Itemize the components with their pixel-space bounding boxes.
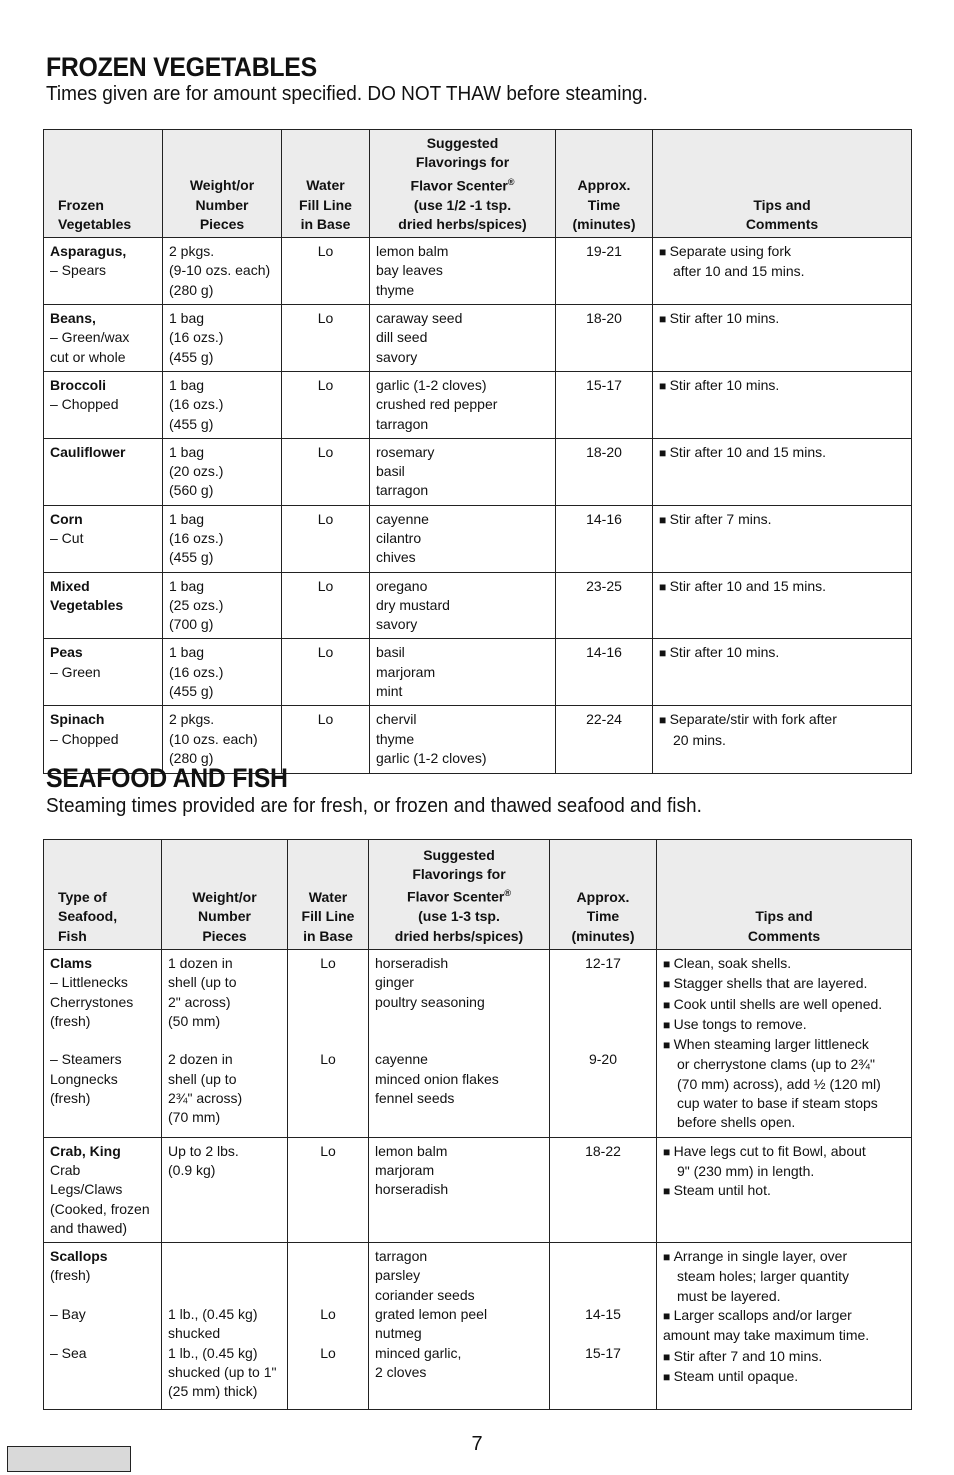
header-water: Water Fill Line in Base <box>288 840 369 950</box>
item-name: Asparagus, <box>50 243 127 260</box>
flavorings-value: lemon balm bay leaves thyme <box>376 243 449 298</box>
weight-cell <box>163 572 282 639</box>
water-cell <box>282 371 370 438</box>
item-name-cell <box>44 305 163 372</box>
table-row <box>44 305 912 372</box>
time-cell <box>550 1243 657 1410</box>
water-cell <box>282 639 370 706</box>
flavorings-cell <box>369 1243 550 1410</box>
weight-value: 2 pkgs. (10 ozs. each) (280 g) <box>169 711 258 766</box>
time-value: 14-16 <box>586 644 622 661</box>
time-value: 12-17 9-20 <box>585 955 621 1068</box>
item-variety: – Green <box>50 663 101 680</box>
time-cell <box>556 572 653 639</box>
tip-item: ■ Separate using fork after 10 and 15 mins. <box>659 242 905 282</box>
tip-item: ■ Steam until hot. <box>663 1181 905 1201</box>
tip-item: ■ Stir after 10 and 15 mins. <box>659 577 905 597</box>
header-time: Approx. Time (minutes) <box>550 840 657 950</box>
time-cell <box>556 438 653 505</box>
water-cell <box>282 505 370 572</box>
seafood-fish-subtitle: Steaming times provided are for fresh, or frozen and thawed seafood and fish. <box>46 795 702 817</box>
item-name: Mixed Vegetables <box>50 577 124 613</box>
weight-value: 1 bag (16 ozs.) (455 g) <box>169 376 224 432</box>
water-cell <box>288 1137 369 1242</box>
item-name: Peas <box>50 644 83 661</box>
water-value: Lo <box>317 310 334 327</box>
tips-cell <box>653 505 912 572</box>
water-value: Lo <box>317 376 334 393</box>
flavorings-cell <box>370 238 556 305</box>
header-frozen-vegetables: Frozen Vegetables <box>44 130 163 238</box>
flavorings-value: lemon balm marjoram horseradish <box>375 1142 449 1198</box>
water-cell <box>282 572 370 639</box>
item-name: Scallops <box>50 1248 108 1265</box>
frozen-vegetables-subtitle: Times given are for amount specified. DO NOT THAW before steaming. <box>46 83 648 105</box>
weight-value: 1 bag (25 ozs.) (700 g) <box>169 577 224 633</box>
tip-item: ■ Have legs cut to fit Bowl, about 9" (230 mm) in length. <box>663 1142 905 1182</box>
flavorings-value: caraway seed dill seed savory <box>376 310 463 365</box>
item-name-cell <box>44 572 163 639</box>
item-variety: (fresh) – Bay – Sea <box>50 1267 91 1361</box>
time-cell <box>556 238 653 305</box>
flavorings-cell <box>370 572 556 639</box>
flavorings-cell <box>370 639 556 706</box>
table-row <box>44 238 912 305</box>
water-value: Lo <box>317 510 334 527</box>
time-value: 14-15 15-17 <box>585 1306 621 1361</box>
flavorings-value: basil marjoram mint <box>376 644 436 700</box>
tips-cell <box>653 706 912 774</box>
tip-item: ■ Use tongs to remove. <box>663 1015 905 1035</box>
header-flavorings: Suggested Flavorings for Flavor Scenter® (use 1/2 -1 tsp. dried herbs/spices) <box>370 130 556 238</box>
item-name-cell <box>44 639 163 706</box>
header-weight: Weight/or Number Pieces <box>162 840 288 950</box>
item-name-cell <box>44 438 163 505</box>
item-variety: Crab Legs/Claws (Cooked, frozen and thawed) <box>50 1161 150 1236</box>
tip-item: ■ Clean, soak shells. <box>663 954 905 974</box>
tips-cell <box>653 639 912 706</box>
tip-item: amount may take maximum time. <box>663 1327 870 1344</box>
flavorings-cell <box>370 371 556 438</box>
water-value: Lo <box>320 1142 336 1159</box>
flavorings-value: oregano dry mustard savory <box>376 577 450 633</box>
water-cell <box>282 238 370 305</box>
seafood-fish-title: SEAFOOD AND FISH <box>46 763 288 793</box>
tip-item: ■ Stagger shells that are layered. <box>663 974 905 994</box>
tip-item: ■ Stir after 10 and 15 mins. <box>659 443 905 463</box>
header-weight: Weight/or Number Pieces <box>163 130 282 238</box>
tip-item: ■ Stir after 10 mins. <box>659 643 905 663</box>
weight-value: 1 bag (16 ozs.) (455 g) <box>169 644 224 700</box>
item-name: Spinach <box>50 711 105 728</box>
weight-cell <box>162 1243 288 1410</box>
header-time: Approx. Time (minutes) <box>556 130 653 238</box>
item-name: Corn <box>50 510 83 527</box>
table-row <box>44 1137 912 1242</box>
item-variety: – Chopped <box>50 396 119 413</box>
table-row <box>44 572 912 639</box>
item-name: Clams <box>50 955 93 971</box>
tips-cell <box>657 1243 912 1410</box>
item-variety: – Littlenecks Cherrystones (fresh) – Steamers Longnecks (fresh) <box>50 974 134 1107</box>
tips-cell <box>657 1137 912 1242</box>
item-name-cell <box>44 371 163 438</box>
time-cell <box>550 1137 657 1242</box>
tip-item: ■ Steam until opaque. <box>663 1367 905 1387</box>
time-value: 22-24 <box>586 711 622 728</box>
weight-cell <box>163 305 282 372</box>
water-cell <box>288 950 369 1138</box>
weight-value: 1 dozen in shell (up to 2" across) (50 mm) 2 dozen in shell (up to 2¾" across) (70 mm) <box>168 955 243 1126</box>
time-value: 23-25 <box>586 577 622 594</box>
flavorings-value: horseradish ginger poultry seasoning cayenne minced onion flakes fennel seeds <box>375 955 499 1107</box>
water-value: Lo <box>317 243 334 260</box>
item-variety: – Cut <box>50 530 84 546</box>
item-name: Cauliflower <box>50 443 126 460</box>
time-value: 18-20 <box>586 443 622 460</box>
time-cell <box>556 305 653 372</box>
frozen-vegetables-table <box>43 129 912 774</box>
page-number: 7 <box>471 1433 483 1455</box>
water-value: Lo <box>317 644 334 661</box>
header-tips: Tips and Comments <box>653 130 912 238</box>
item-name: Crab, King <box>50 1142 121 1159</box>
weight-cell <box>163 438 282 505</box>
weight-cell <box>163 639 282 706</box>
tip-item: ■ Stir after 10 mins. <box>659 309 905 329</box>
time-cell <box>556 639 653 706</box>
tip-item: ■ When steaming larger littleneck or cherrystone clams (up to 2¾" (70 mm) across), add ½ (120 ml) cup water to base if steam stops before shells open. <box>663 1035 905 1132</box>
time-cell <box>556 706 653 774</box>
tips-cell <box>653 438 912 505</box>
tip-item: ■ Stir after 7 and 10 mins. <box>663 1347 905 1367</box>
time-value: 18-22 <box>585 1142 621 1159</box>
flavorings-value: rosemary basil tarragon <box>376 443 435 499</box>
water-value: Lo <box>317 577 334 594</box>
table-row <box>44 1243 912 1410</box>
item-name-cell <box>44 950 162 1138</box>
flavorings-cell <box>369 1137 550 1242</box>
time-cell <box>556 505 653 572</box>
flavorings-value: cayenne cilantro chives <box>376 510 429 566</box>
time-value: 19-21 <box>586 243 622 260</box>
tip-item: ■ Cook until shells are well opened. <box>663 995 905 1015</box>
table-header-row <box>44 130 912 238</box>
water-value: Lo <box>317 443 334 460</box>
item-name-cell <box>44 238 163 305</box>
weight-cell <box>162 950 288 1138</box>
flavorings-value: chervil thyme garlic (1-2 cloves) <box>376 711 487 766</box>
flavorings-cell <box>370 706 556 774</box>
tip-item: ■ Stir after 10 mins. <box>659 376 905 396</box>
flavorings-cell <box>370 438 556 505</box>
weight-cell <box>162 1137 288 1242</box>
water-cell <box>282 706 370 774</box>
header-flavorings: Suggested Flavorings for Flavor Scenter® (use 1-3 tsp. dried herbs/spices) <box>369 840 550 950</box>
time-cell <box>556 371 653 438</box>
item-variety: – Green/wax cut or whole <box>50 329 130 365</box>
item-variety: – Chopped <box>50 730 119 747</box>
table-header-row <box>44 840 912 950</box>
weight-value: Up to 2 lbs. (0.9 kg) <box>168 1142 239 1178</box>
corner-marker <box>7 1446 131 1472</box>
table-row <box>44 639 912 706</box>
item-name-cell <box>44 505 163 572</box>
time-cell <box>550 950 657 1138</box>
table-row <box>44 950 912 1138</box>
header-tips: Tips and Comments <box>657 840 912 950</box>
water-cell <box>282 305 370 372</box>
tips-cell <box>653 572 912 639</box>
flavorings-cell <box>370 305 556 372</box>
water-value: Lo Lo <box>320 955 336 1068</box>
time-value: 18-20 <box>586 310 622 327</box>
weight-value: 1 bag (20 ozs.) (560 g) <box>169 443 224 499</box>
item-name-cell <box>44 1137 162 1242</box>
time-value: 14-16 <box>586 510 622 527</box>
tips-cell <box>653 305 912 372</box>
tip-item: ■ Stir after 7 mins. <box>659 510 905 530</box>
table-row <box>44 371 912 438</box>
tips-cell <box>657 950 912 1138</box>
frozen-vegetables-title: FROZEN VEGETABLES <box>46 52 317 82</box>
weight-value: 1 lb., (0.45 kg) shucked 1 lb., (0.45 kg) shucked (up to 1" (25 mm) thick) <box>168 1306 277 1400</box>
weight-cell <box>163 505 282 572</box>
header-seafood-type: Type of Seafood, Fish <box>44 840 162 950</box>
tip-item: ■ Larger scallops and/or larger <box>663 1306 905 1326</box>
header-water: Water Fill Line in Base <box>282 130 370 238</box>
tips-cell <box>653 371 912 438</box>
flavorings-value: tarragon parsley coriander seeds grated lemon peel nutmeg minced garlic, 2 cloves <box>375 1248 488 1380</box>
table-row <box>44 505 912 572</box>
weight-cell <box>163 238 282 305</box>
seafood-fish-table <box>43 839 912 1410</box>
tip-item: ■ Separate/stir with fork after 20 mins. <box>659 710 905 750</box>
item-name: Broccoli <box>50 376 107 393</box>
item-variety: – Spears <box>50 262 107 279</box>
time-value: 15-17 <box>586 376 622 393</box>
weight-value: 1 bag (16 ozs.) (455 g) <box>169 510 224 566</box>
flavorings-cell <box>369 950 550 1138</box>
weight-cell <box>163 371 282 438</box>
flavorings-cell <box>370 505 556 572</box>
tip-item: ■ Arrange in single layer, over steam holes; larger quantity must be layered. <box>663 1247 905 1306</box>
water-value: Lo Lo <box>320 1306 336 1361</box>
flavorings-value: garlic (1-2 cloves) crushed red pepper tarragon <box>376 376 498 432</box>
tips-cell <box>653 238 912 305</box>
item-name-cell <box>44 1243 162 1410</box>
weight-value: 2 pkgs. (9-10 ozs. each) (280 g) <box>169 243 271 298</box>
water-value: Lo <box>317 711 334 728</box>
weight-value: 1 bag (16 ozs.) (455 g) <box>169 310 224 365</box>
water-cell <box>288 1243 369 1410</box>
item-name: Beans, <box>50 310 96 327</box>
water-cell <box>282 438 370 505</box>
table-row <box>44 438 912 505</box>
